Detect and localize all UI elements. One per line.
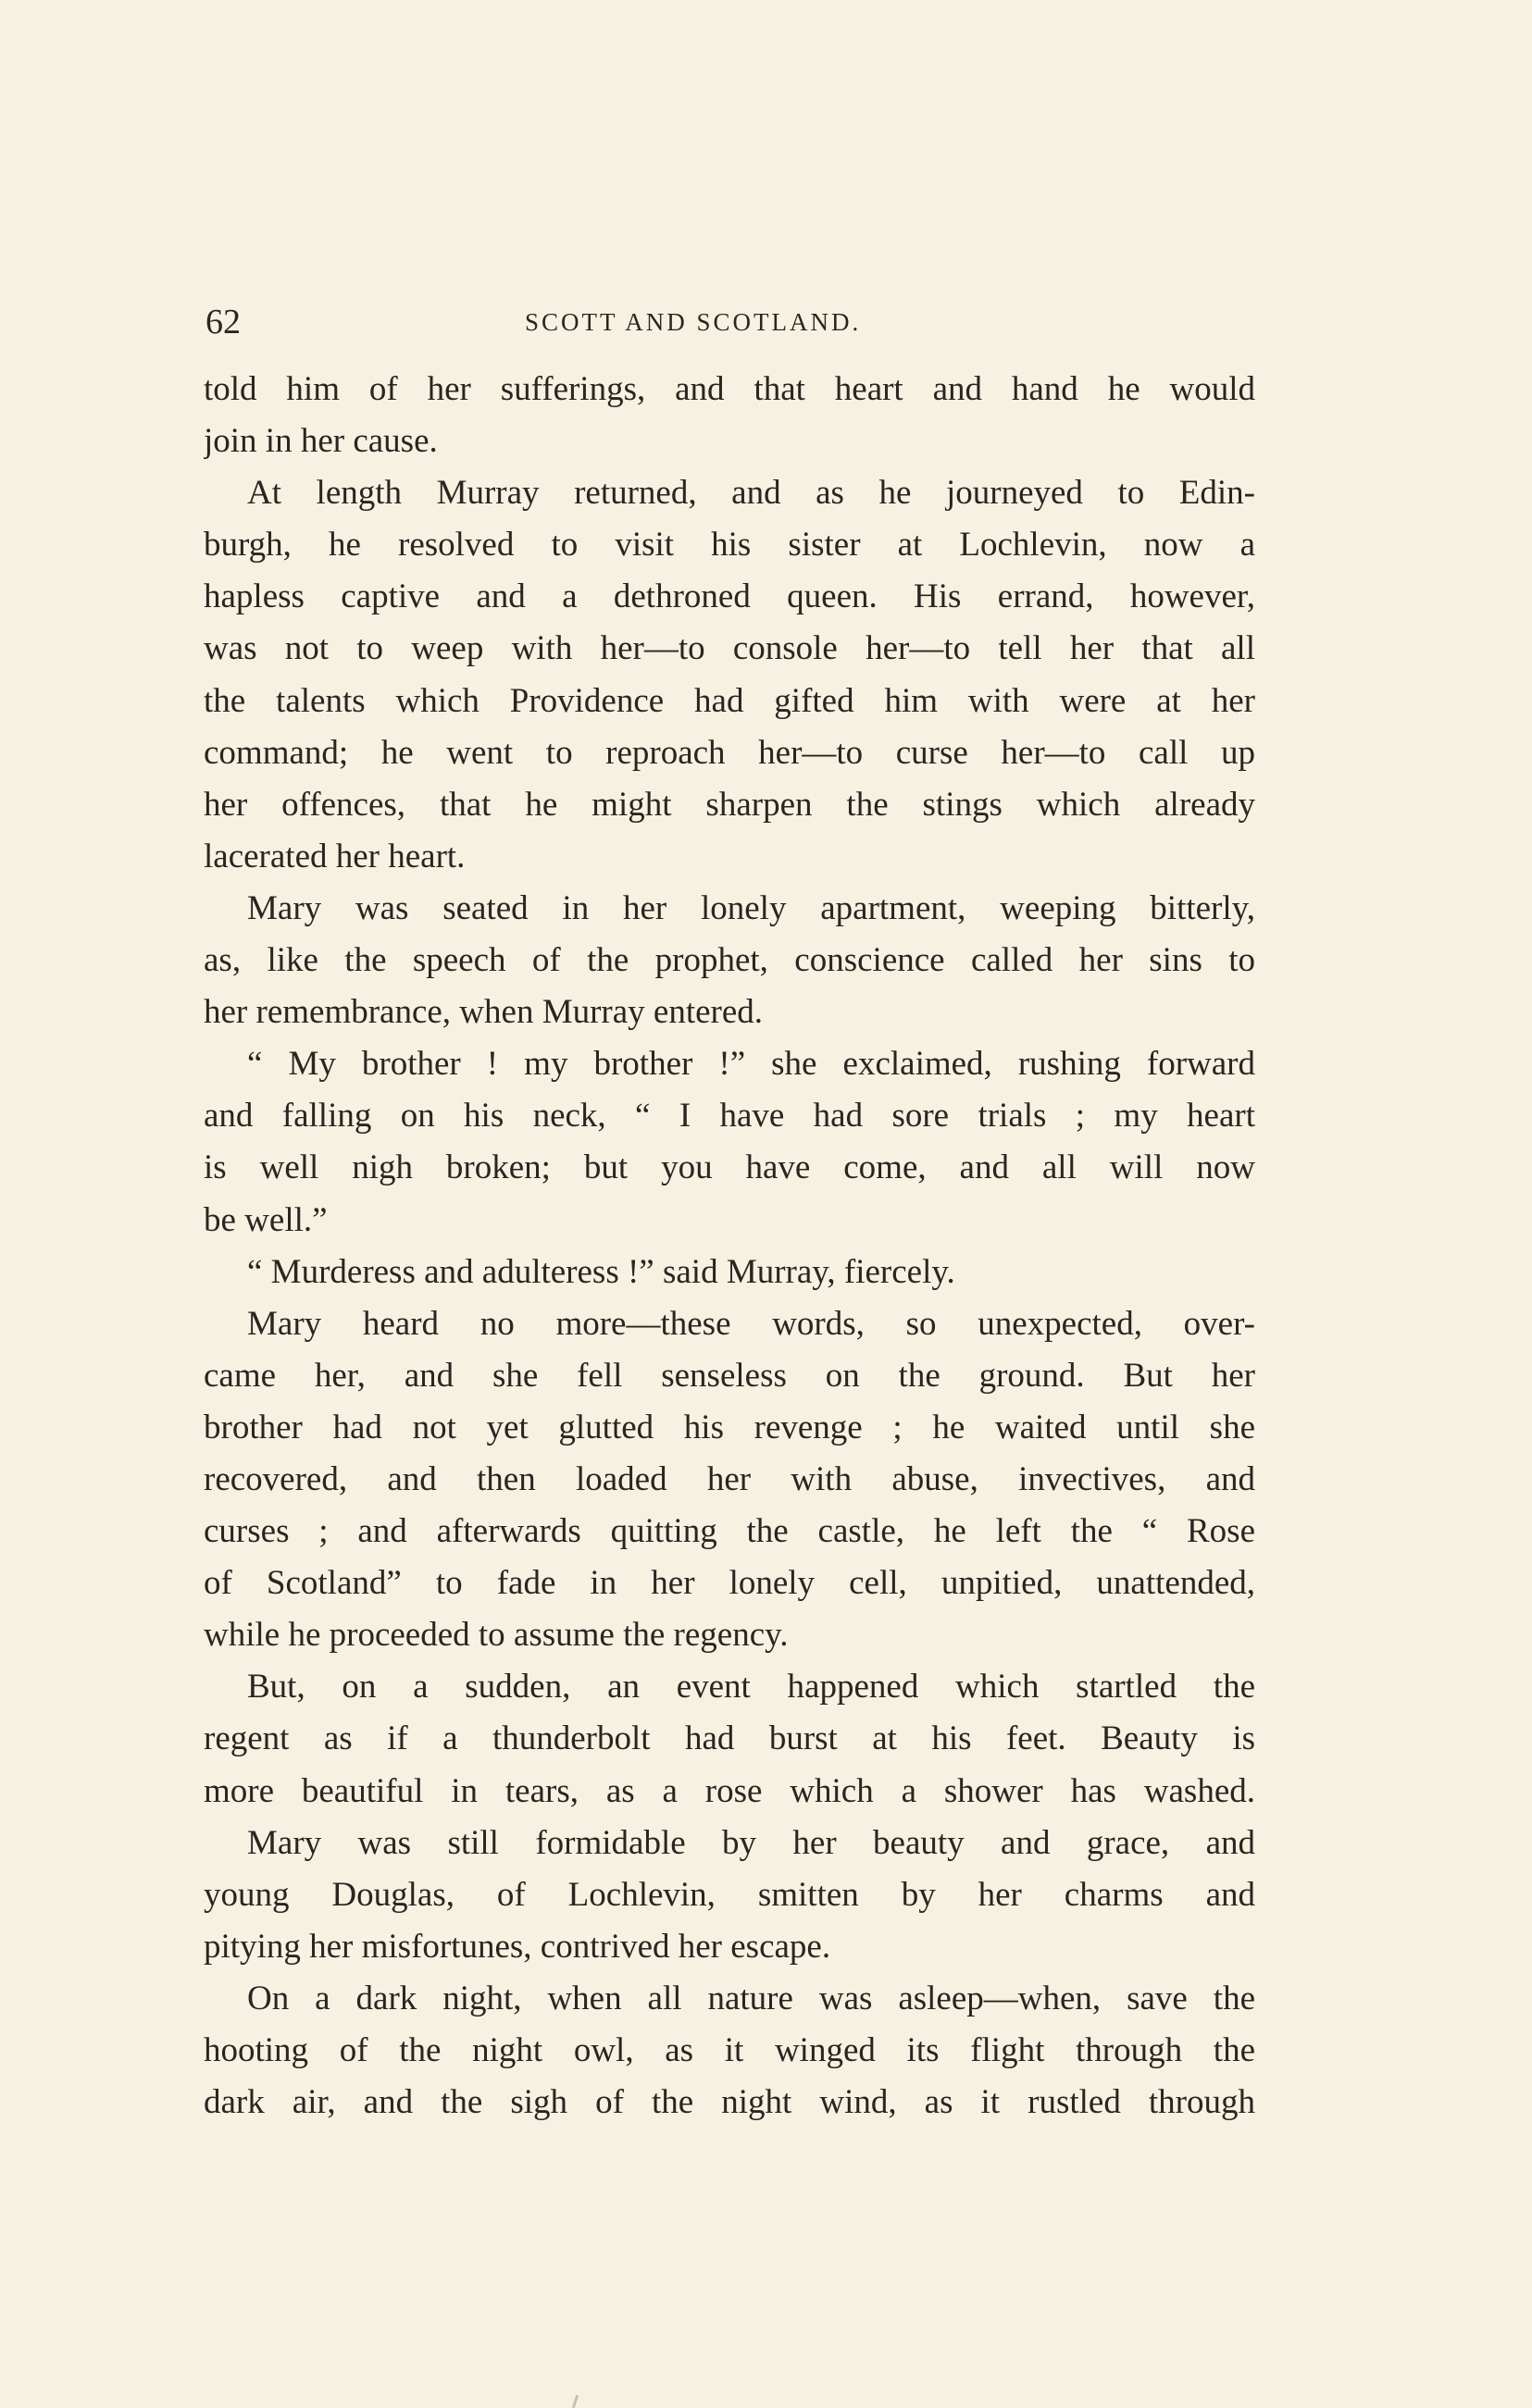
text-line: of Scotland” to fade in her lonely cell, unpitied, unattended, (204, 1564, 1255, 1603)
text-line: be well.” (204, 1200, 328, 1239)
text-line: lacerated her heart. (204, 837, 466, 875)
text-line: came her, and she fell senseless on the ground. But her (204, 1356, 1255, 1395)
text-line: told him of her sufferings, and that heart and hand he would (204, 370, 1255, 408)
text-line: Mary was seated in her lonely apartment, weeping bitterly, (247, 888, 1255, 927)
text-line: Mary was still formidable by her beauty and grace, and (247, 1823, 1255, 1862)
text-line: her offences, that he might sharpen the stings which already (204, 785, 1255, 824)
running-head (206, 294, 1256, 350)
page-number: 62 (206, 303, 241, 341)
text-line: “ Murderess and adulteress !” said Murray, fiercely. (247, 1252, 955, 1291)
text-line: brother had not yet glutted his revenge ; he waited until she (204, 1408, 1255, 1446)
text-line: At length Murray returned, and as he journeyed to Edin- (247, 474, 1255, 513)
text-line: regent as if a thunderbolt had burst at his feet. Beauty is (204, 1719, 1255, 1758)
text-line: On a dark night, when all nature was asleep—when, save the (247, 1979, 1255, 2017)
body-text (204, 364, 1255, 2129)
text-line: command; he went to reproach her—to curse her—to call up (204, 733, 1255, 772)
text-line: young Douglas, of Lochlevin, smitten by her charms and (204, 1875, 1255, 1914)
text-line: pitying her misfortunes, contrived her escape. (204, 1927, 831, 1966)
paper-speck (572, 2395, 579, 2408)
text-line: Mary heard no more—these words, so unexpected, over- (247, 1304, 1255, 1343)
text-line: and falling on his neck, “ I have had sore trials ; my heart (204, 1097, 1255, 1136)
text-line: is well nigh broken; but you have come, and all will now (204, 1148, 1255, 1187)
text-line: hooting of the night owl, as it winged its flight through the (204, 2031, 1255, 2069)
text-line: as, like the speech of the prophet, conscience called her sins to (204, 941, 1255, 980)
text-line: curses ; and afterwards quitting the castle, he left the “ Rose (204, 1512, 1255, 1551)
text-line: dark air, and the sigh of the night wind, as it rustled through (204, 2083, 1255, 2122)
text-line: join in her cause. (204, 422, 438, 461)
text-line: the talents which Providence had gifted him with were at her (204, 681, 1255, 720)
text-line: recovered, and then loaded her with abuse, invectives, and (204, 1459, 1255, 1498)
text-line: But, on a sudden, an event happened which startled the (247, 1668, 1255, 1707)
text-line: while he proceeded to assume the regency. (204, 1616, 789, 1655)
text-line: was not to weep with her—to console her—to tell her that all (204, 629, 1255, 668)
text-line: her remembrance, when Murray entered. (204, 993, 764, 1032)
text-line: more beautiful in tears, as a rose which a shower has washed. (204, 1771, 1255, 1810)
text-line: “ My brother ! my brother !” she exclaimed, rushing forward (247, 1045, 1255, 1084)
running-title: SCOTT AND SCOTLAND. (525, 308, 862, 336)
text-line: burgh, he resolved to visit his sister at Lochlevin, now a (204, 526, 1255, 565)
text-line: hapless captive and a dethroned queen. His errand, however, (204, 577, 1255, 616)
